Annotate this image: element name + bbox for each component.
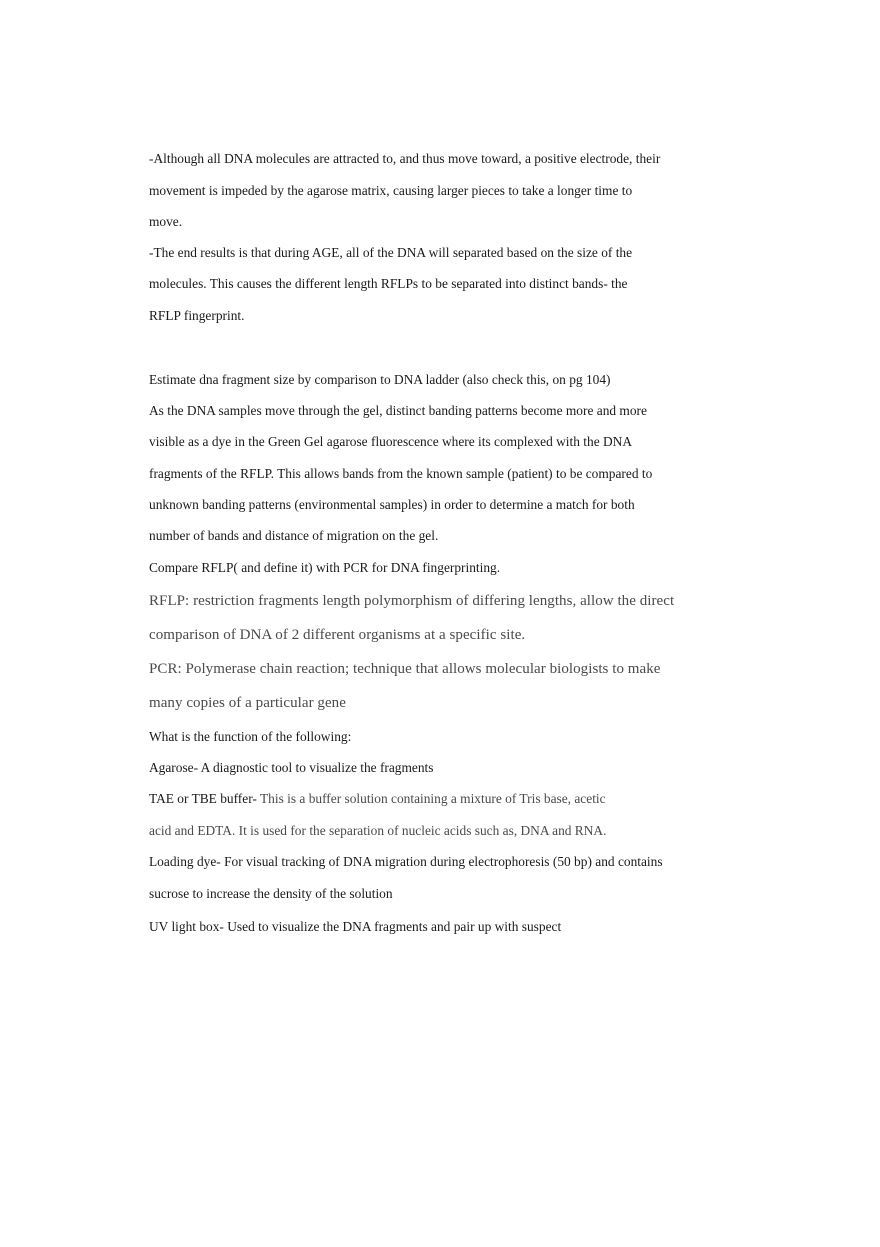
tae-buffer-term: TAE or TBE buffer- (149, 791, 260, 806)
paragraph-line: -Although all DNA molecules are attracted to, and thus move toward, a positive electrode, their (149, 151, 661, 166)
agarose-line: Agarose- A diagnostic tool to visualize the fragments (149, 760, 434, 775)
pcr-definition-line: PCR: Polymerase chain reaction; technique that allows molecular biologists to make (149, 661, 661, 677)
tae-buffer-definition: This is a buffer solution containing a mixture of Tris base, acetic (259, 791, 606, 806)
paragraph-line: As the DNA samples move through the gel, distinct banding patterns become more and more (149, 403, 647, 418)
paragraph-line: move. (149, 214, 183, 229)
paragraph-line: number of bands and distance of migration on the gel. (149, 528, 439, 543)
loading-dye-line: Loading dye- For visual tracking of DNA migration during electrophoresis (50 bp) and contains (149, 854, 663, 869)
rflp-definition-line: RFLP: restriction fragments length polymorphism of differing lengths, allow the direct (149, 593, 675, 609)
loading-dye-line: sucrose to increase the density of the solution (149, 886, 393, 901)
tae-buffer-line (149, 791, 606, 807)
paragraph-line: fragments of the RFLP. This allows bands from the known sample (patient) to be compared to (149, 466, 653, 481)
question-line: What is the function of the following: (149, 729, 352, 744)
pcr-definition-line: many copies of a particular gene (149, 695, 346, 711)
paragraph-line: movement is impeded by the agarose matrix, causing larger pieces to take a longer time to (149, 183, 633, 198)
uv-light-box-line: UV light box- Used to visualize the DNA fragments and pair up with suspect (149, 919, 562, 934)
tae-buffer-line: acid and EDTA. It is used for the separation of nucleic acids such as, DNA and RNA. (149, 823, 607, 838)
paragraph-line: -The end results is that during AGE, all of the DNA will separated based on the size of the (149, 245, 633, 260)
paragraph-line: unknown banding patterns (environmental samples) in order to determine a match for both (149, 497, 635, 512)
paragraph-line: RFLP fingerprint. (149, 308, 245, 323)
question-line: Estimate dna fragment size by comparison to DNA ladder (also check this, on pg 104) (149, 372, 611, 387)
paragraph-line: visible as a dye in the Green Gel agarose fluorescence where its complexed with the DNA (149, 434, 633, 449)
rflp-definition-line: comparison of DNA of 2 different organisms at a specific site. (149, 627, 526, 643)
paragraph-line: molecules. This causes the different length RFLPs to be separated into distinct bands- the (149, 276, 628, 291)
question-line: Compare RFLP( and define it) with PCR for DNA fingerprinting. (149, 560, 501, 575)
